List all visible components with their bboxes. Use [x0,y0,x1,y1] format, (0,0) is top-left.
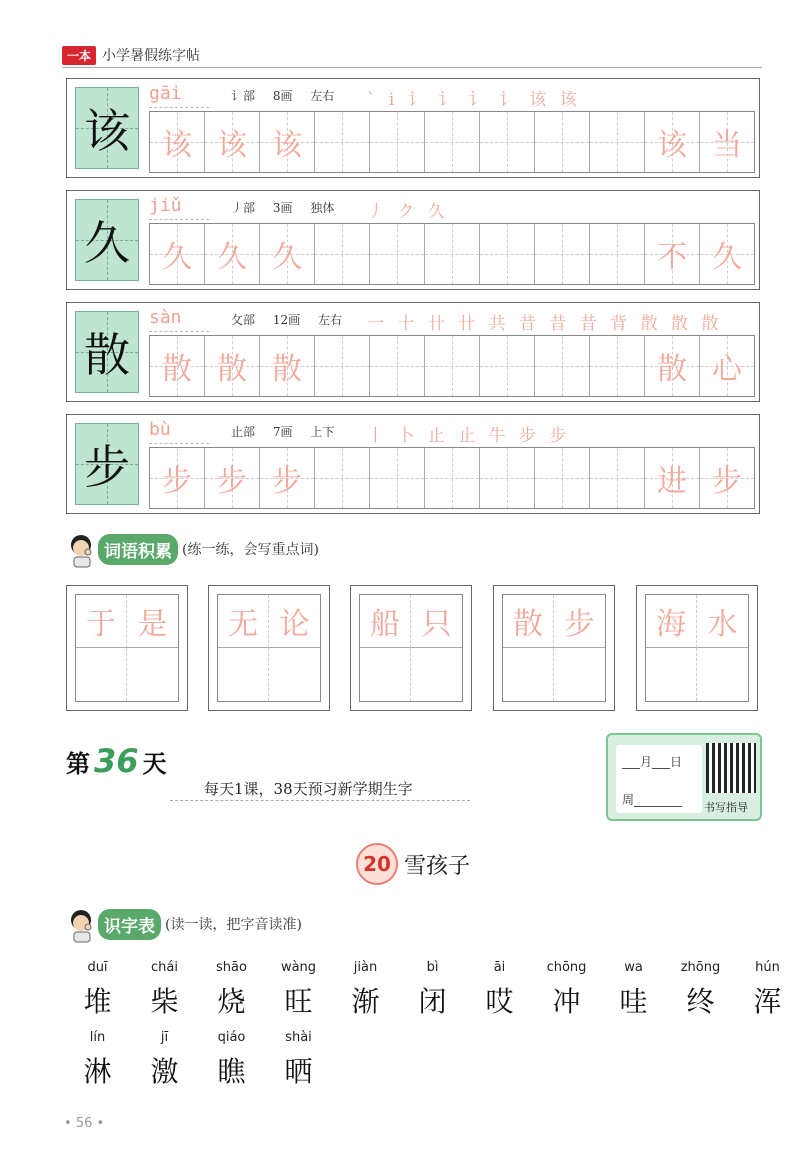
literacy-item [198,960,265,1020]
vocab-char[interactable]: 海 [646,595,697,648]
practice-cell[interactable] [645,336,700,396]
vocab-char[interactable]: 船 [360,595,411,648]
vocab-blank-cell[interactable] [646,648,697,701]
qr-label: 书写指导 [704,801,748,814]
vocab-grid [502,594,606,702]
practice-cell[interactable] [315,112,370,172]
practice-cell[interactable] [425,224,480,284]
practice-cell[interactable] [370,224,425,284]
literacy-char: 哇 [619,985,648,1018]
cell-char: 该 [217,128,247,163]
motto-underline [170,800,470,802]
stroke-order: 丿 ク 久 [367,202,449,221]
cell-char: 不 [657,240,687,275]
cell-char: 心 [712,352,742,387]
practice-cell[interactable] [370,448,425,508]
practice-cell[interactable] [370,336,425,396]
literacy-item [332,960,399,1020]
vocab-char[interactable]: 散 [503,595,554,648]
cell-char: 步 [272,464,302,499]
practice-cell[interactable] [370,112,425,172]
vocab-section-heading [64,530,319,568]
literacy-pinyin: shāo [216,960,247,975]
practice-cell[interactable] [480,112,535,172]
cell-char: 该 [272,128,302,163]
practice-cell[interactable] [535,112,590,172]
vocab-blank-cell[interactable] [554,648,605,701]
practice-cell[interactable] [315,224,370,284]
practice-cells [149,111,755,173]
page-number-value: 56 [75,1116,93,1131]
literacy-item [265,960,332,1020]
literacy-pinyin: hún [755,960,780,975]
boy-reading-icon [64,905,102,943]
vocab-char[interactable]: 论 [269,595,320,648]
char-radical: 讠部 [231,89,256,103]
literacy-char: 旺 [284,985,313,1018]
lesson-title: 雪孩子 [404,853,471,879]
literacy-char: 浑 [753,985,782,1018]
char-info [231,87,348,104]
practice-cell[interactable] [205,448,260,508]
practice-cell[interactable] [260,336,315,396]
vocab-blank-cell[interactable] [411,648,462,701]
vocab-blank-cell[interactable] [503,648,554,701]
vocab-box [66,585,188,711]
vocab-blank-cell[interactable] [360,648,411,701]
date-month-day[interactable]: ___月___日 [622,755,683,769]
practice-cell[interactable] [535,336,590,396]
vocab-char[interactable]: 步 [554,595,605,648]
literacy-tag: 识字表 [98,909,161,940]
practice-cell[interactable] [260,112,315,172]
vocab-grid [645,594,749,702]
practice-cell[interactable] [150,224,205,284]
literacy-char: 淋 [83,1055,112,1088]
char-row [66,302,760,402]
date-week[interactable]: 周________ [622,793,683,807]
qr-code-icon[interactable] [706,743,756,793]
practice-cell[interactable] [425,336,480,396]
literacy-item [600,960,667,1020]
vocab-tag: 词语积累 [98,534,178,565]
cell-char: 步 [162,464,192,499]
char-structure: 上下 [310,425,335,439]
literacy-char: 柴 [150,985,179,1018]
practice-cell[interactable] [480,448,535,508]
char-radical: 攵部 [231,313,256,327]
literacy-item [533,960,600,1020]
vocab-box [350,585,472,711]
header-divider [62,67,762,68]
vocab-grid [359,594,463,702]
literacy-pinyin: chōng [546,960,587,975]
brand-logo: 一本 [62,46,96,65]
literacy-pinyin: wa [624,960,643,975]
literacy-pinyin: jiàn [353,960,378,975]
literacy-pinyin: āi [493,960,506,975]
vocab-blank-cell[interactable] [697,648,748,701]
char-info [231,199,348,216]
literacy-item [64,1030,131,1090]
literacy-char: 闭 [418,985,447,1018]
date-card [606,733,762,821]
char-structure: 独体 [310,201,335,215]
practice-cell[interactable] [150,336,205,396]
literacy-section-heading [64,905,302,943]
vocab-char[interactable]: 于 [76,595,127,648]
char-pinyin: jiǔ [149,195,209,220]
practice-cell[interactable] [590,448,645,508]
stroke-order: ` i 讠 讠 讠 讠 该 该 [367,90,581,109]
stroke-order: 一 十 卄 卄 共 昔 昔 昔 背 散 散 散 [367,314,723,333]
char-info [231,423,348,440]
literacy-char: 晒 [284,1055,313,1088]
literacy-char: 瞧 [217,1055,246,1088]
practice-cells [149,223,755,285]
literacy-pinyin: chái [151,960,178,975]
literacy-item [198,1030,265,1090]
practice-cell[interactable] [590,112,645,172]
practice-cells [149,335,755,397]
char-stroke-count: 8画 [272,89,293,103]
lesson-heading [356,843,470,885]
practice-cell[interactable] [700,448,754,508]
vocab-char[interactable]: 是 [127,595,178,648]
char-pinyin: sàn [149,307,209,332]
literacy-item [64,960,131,1020]
vocab-box [636,585,758,711]
practice-cell[interactable] [700,112,754,172]
char-structure: 左右 [317,313,342,327]
vocab-char[interactable]: 只 [411,595,462,648]
practice-cell[interactable] [205,224,260,284]
vocab-box [493,585,615,711]
practice-cell[interactable] [535,448,590,508]
practice-cell[interactable] [150,448,205,508]
cell-char: 散 [217,352,247,387]
vocab-subtitle: (练一练，会写重点词) [182,542,319,558]
vocab-box [208,585,330,711]
cell-char: 久 [272,240,302,275]
day-prefix: 第 [66,750,90,778]
cell-char: 久 [712,240,742,275]
literacy-pinyin: zhōng [680,960,721,975]
char-stroke-count: 7画 [272,425,293,439]
cell-char: 该 [657,128,687,163]
vocab-blank-cell[interactable] [76,648,127,701]
model-char: 该 [84,104,130,158]
cell-char: 步 [712,464,742,499]
literacy-pinyin: jī [160,1030,169,1045]
practice-cell[interactable] [315,448,370,508]
cell-char: 步 [217,464,247,499]
practice-cell[interactable] [535,224,590,284]
char-pinyin: bù [149,419,209,444]
practice-cell[interactable] [645,448,700,508]
page-number: • 56 • [64,1116,105,1131]
literacy-char: 烧 [217,985,246,1018]
vocab-grid [75,594,179,702]
literacy-item [667,960,734,1020]
literacy-pinyin: wàng [280,960,317,975]
book-header [62,44,200,66]
char-info [231,311,356,328]
lesson-number: 20 [356,843,398,885]
cell-char: 散 [272,352,302,387]
literacy-row-2 [64,1030,332,1090]
stroke-order: 丨 卜 止 止 牛 步 步 [367,426,571,445]
literacy-char: 堆 [83,985,112,1018]
practice-cell[interactable] [205,336,260,396]
practice-cell[interactable] [590,336,645,396]
literacy-item [131,960,198,1020]
literacy-pinyin: shài [285,1030,312,1045]
practice-cells [149,447,755,509]
char-stroke-count: 12画 [272,313,301,327]
day-motto: 每天1课，38天预习新学期生字 [204,780,413,798]
cell-char: 久 [217,240,247,275]
practice-cell[interactable] [700,224,754,284]
practice-cell[interactable] [480,336,535,396]
literacy-item [399,960,466,1020]
char-pinyin: gāi [149,83,209,108]
literacy-char: 渐 [351,985,380,1018]
vocab-grid [217,594,321,702]
char-stroke-count: 3画 [272,201,293,215]
model-char: 步 [84,440,130,494]
cell-char: 散 [162,352,192,387]
literacy-item [265,1030,332,1090]
vocab-blank-cell[interactable] [127,648,178,701]
practice-cell[interactable] [590,224,645,284]
cell-char: 久 [162,240,192,275]
book-title: 小学暑假练字帖 [102,48,201,64]
vocab-char[interactable]: 无 [218,595,269,648]
day-heading [66,742,167,780]
char-structure: 左右 [310,89,335,103]
day-number: 36 [94,742,139,780]
literacy-pinyin: bì [426,960,439,975]
cell-char: 进 [657,464,687,499]
cell-char: 该 [162,128,192,163]
vocab-blank-cell[interactable] [269,648,320,701]
literacy-char: 冲 [552,985,581,1018]
literacy-char: 终 [686,985,715,1018]
literacy-item [466,960,533,1020]
literacy-pinyin: qiáo [217,1030,246,1045]
char-radical: 止部 [231,425,256,439]
char-row [66,78,760,178]
cell-char: 散 [657,352,687,387]
model-character [75,199,139,281]
literacy-char: 激 [150,1055,179,1088]
char-radical: 丿部 [231,201,256,215]
vocab-blank-cell[interactable] [218,648,269,701]
practice-cell[interactable] [315,336,370,396]
model-character [75,423,139,505]
literacy-item [734,960,800,1020]
practice-cell[interactable] [205,112,260,172]
char-row [66,190,760,290]
boy-thinking-icon [64,530,102,568]
model-character [75,311,139,393]
literacy-pinyin: lín [89,1030,106,1045]
literacy-pinyin: duī [87,960,108,975]
practice-cell[interactable] [260,448,315,508]
cell-char: 当 [712,128,742,163]
literacy-row-1 [64,960,800,1020]
day-suffix: 天 [142,750,167,778]
practice-cell[interactable] [425,112,480,172]
practice-cell[interactable] [150,112,205,172]
practice-cell[interactable] [425,448,480,508]
vocab-char[interactable]: 水 [697,595,748,648]
model-char: 久 [84,216,130,270]
practice-cell[interactable] [645,224,700,284]
practice-cell[interactable] [480,224,535,284]
practice-cell[interactable] [700,336,754,396]
literacy-item [131,1030,198,1090]
model-char: 散 [84,328,130,382]
model-character [75,87,139,169]
literacy-subtitle: (读一读，把字音读准) [165,917,302,933]
practice-cell[interactable] [260,224,315,284]
literacy-char: 哎 [485,985,514,1018]
practice-cell[interactable] [645,112,700,172]
char-row [66,414,760,514]
